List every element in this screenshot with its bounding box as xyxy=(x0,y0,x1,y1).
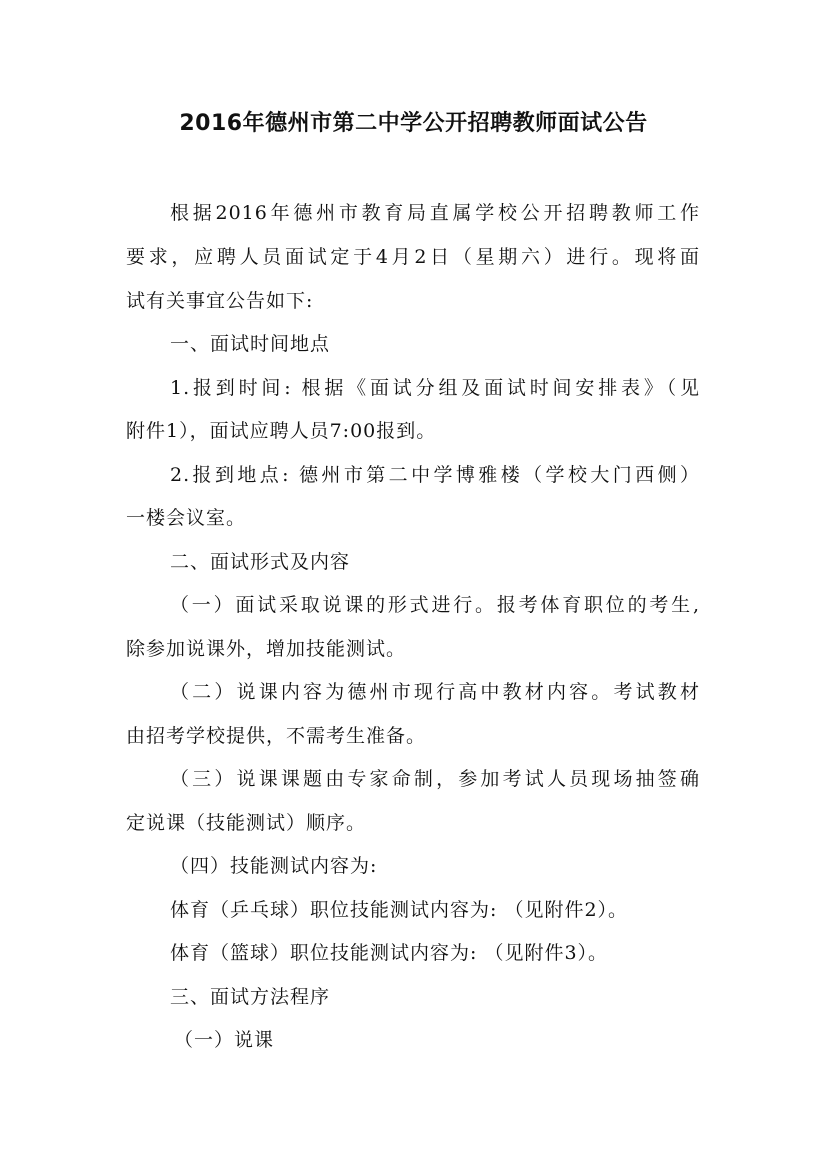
page-title: 2016年德州市第二中学公开招聘教师面试公告 xyxy=(179,111,648,136)
section-2-para-1-line-1: （一）面试采取说课的形式进行。报考体育职位的考生, xyxy=(170,594,700,616)
section-2-para-4-line-1: （四）技能测试内容为: xyxy=(170,855,378,877)
section-2-para-2-line-1: （二）说课内容为德州市现行高中教材内容。考试教材 xyxy=(170,681,700,703)
intro-line-3: 试有关事宜公告如下: xyxy=(126,290,314,312)
section-1-heading: 一、面试时间地点 xyxy=(170,333,331,355)
section-1-item-1-line-2: 附件1），面试应聘人员7:00报到。 xyxy=(126,420,437,442)
intro-line-2: 要求，应聘人员面试定于4月2日（星期六）进行。现将面 xyxy=(126,246,700,268)
section-2-para-4-line-2: 体育（乒乓球）职位技能测试内容为: （见附件2）。 xyxy=(170,899,629,921)
intro-line-1: 根据2016年德州市教育局直属学校公开招聘教师工作 xyxy=(170,202,700,224)
section-1-item-2-line-2: 一楼会议室。 xyxy=(126,507,247,529)
section-2-para-1-line-2: 除参加说课外，增加技能测试。 xyxy=(126,638,407,660)
section-2-heading: 二、面试形式及内容 xyxy=(170,551,351,573)
section-1-item-1-line-1: 1.报到时间: 根据《面试分组及面试时间安排表》（见 xyxy=(170,377,700,399)
section-1-item-2-line-1: 2.报到地点: 德州市第二中学博雅楼（学校大门西侧） xyxy=(170,464,700,486)
section-2-para-3-line-1: （三）说课课题由专家命制，参加考试人员现场抽签确 xyxy=(170,768,700,790)
section-2-para-2-line-2: 由招考学校提供，不需考生准备。 xyxy=(126,725,427,747)
section-2-para-4-line-3: 体育（篮球）职位技能测试内容为: （见附件3）。 xyxy=(170,942,609,964)
section-3-sub-1: （一）说课 xyxy=(174,1029,275,1051)
section-3-heading: 三、面试方法程序 xyxy=(170,986,331,1008)
section-2-para-3-line-2: 定说课（技能测试）顺序。 xyxy=(126,812,367,834)
